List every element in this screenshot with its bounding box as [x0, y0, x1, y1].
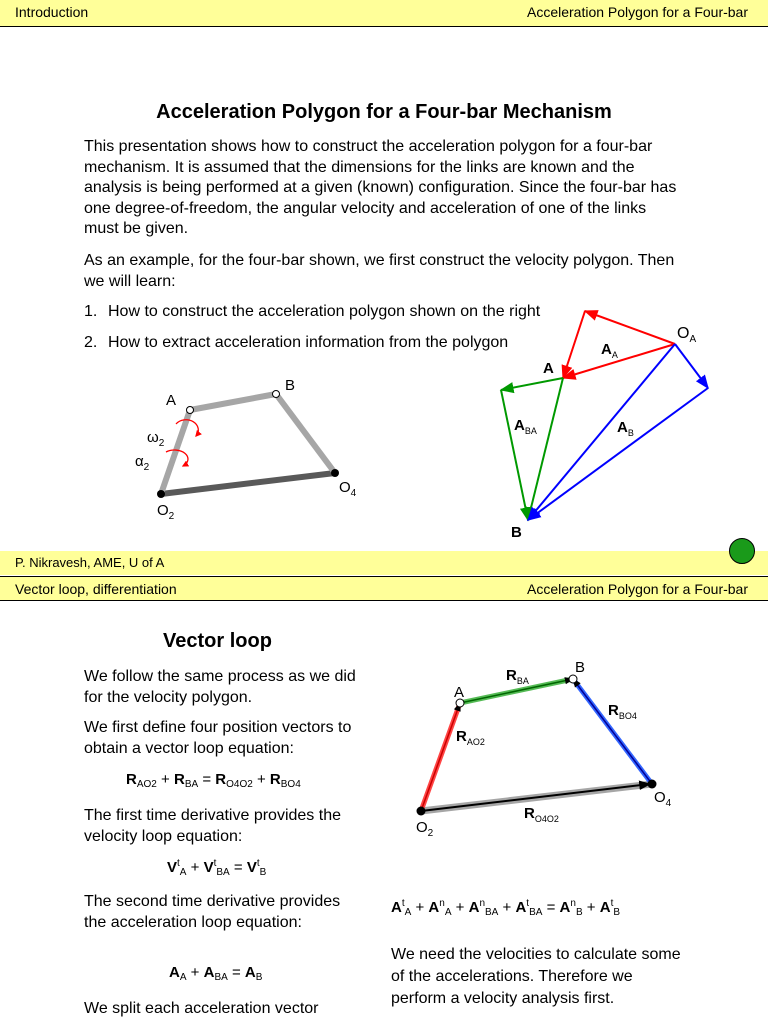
slide1-header-left: Introduction: [15, 4, 89, 20]
vector-RO4O2: [421, 784, 650, 811]
label-B: B: [285, 377, 296, 394]
label-alpha: $\alpha_2$: [135, 453, 150, 473]
label-RBA: $R_{BA}$: [506, 667, 529, 686]
label-O4: $O_4$: [339, 479, 357, 499]
label-O2: $O_2$: [157, 502, 175, 522]
label-B: B: [575, 659, 586, 676]
label-OA: $O_A$: [677, 325, 697, 345]
label-polygon-A: A: [543, 360, 554, 377]
slide2-text-4: The second time derivative provides the acceleration loop equation:: [84, 893, 341, 931]
label-A: A: [166, 392, 177, 409]
label-O2: $O_2$: [416, 819, 434, 839]
acceleration-components-equation: $A^t_A + A^n_A + A^n_{BA} + A^t_{BA} = A^n_B + A^t_B$: [391, 898, 621, 918]
vector-RBO4: [573, 679, 652, 784]
acceleration-loop-equation: $A_A + A_{BA} = A_B$: [169, 964, 263, 983]
position-loop-equation: $R_{AO2} + R_{BA} = R_{O4O2} + R_{BO4}$: [126, 771, 301, 790]
slide2-header-left: Vector loop, differentiation: [15, 581, 177, 597]
vector-RAO2: [421, 703, 460, 811]
label-RAO2: $R_{AO2}$: [456, 728, 485, 747]
slide1-paragraph-1: This presentation shows how to construct the acceleration polygon for a four-bar mechanism. It is assumed that the dimensions for the links are known and the analysis is being performed at a given (known) configuration. Since the four-bar has one degree-of-freedom, the angular velocity and acceleration of one of the links must be given.: [84, 138, 677, 237]
label-AB: $A_B$: [617, 419, 634, 438]
label-polygon-B: B: [511, 524, 522, 541]
slide2-text-2: We first define four position vectors to obtain a vector loop equation:: [84, 719, 352, 757]
velocity-loop-equation: $V^t_A + V^t_{BA} = V^t_B$: [167, 858, 267, 878]
label-omega: $\omega_2$: [147, 429, 165, 449]
pivot-O4: [648, 780, 657, 789]
list-number: 1.: [84, 303, 98, 320]
label-O4: $O_4$: [654, 789, 672, 809]
footer-author: P. Nikravesh, AME, U of A: [15, 555, 165, 570]
slide1-header-right: Acceleration Polygon for a Four-bar: [527, 4, 748, 20]
label-RBO4: $R_{BO4}$: [608, 702, 637, 721]
slide2-text-5: We split each acceleration vector: [84, 1000, 319, 1017]
joint-B: [569, 675, 577, 683]
list-number: 2.: [84, 334, 98, 351]
list-text: How to extract acceleration information from the polygon: [108, 334, 509, 351]
slide1-title: Acceleration Polygon for a Four-bar Mechanism: [156, 101, 612, 123]
label-RO4O2: $R_{O4O2}$: [524, 805, 559, 824]
slide2-text-3: The first time derivative provides the velocity loop equation:: [84, 807, 341, 845]
pivot-O2: [417, 807, 426, 816]
label-AA: $A_A$: [601, 341, 618, 360]
list-text: How to construct the acceleration polygon shown on the right: [108, 303, 541, 320]
label-ABA: $A_{BA}$: [514, 417, 537, 436]
label-A: A: [454, 684, 465, 701]
slide2-title: Vector loop: [163, 630, 272, 652]
slide2-right-text: We need the velocities to calculate some of the accelerations. Therefore we perform a velocity analysis first.: [391, 946, 681, 1007]
slide2-header-right: Acceleration Polygon for a Four-bar: [527, 581, 748, 597]
slide1-paragraph-2: As an example, for the four-bar shown, we first construct the velocity polygon. Then we will learn:: [84, 252, 675, 290]
slide2-text-1: We follow the same process as we did for the velocity polygon.: [84, 668, 356, 706]
